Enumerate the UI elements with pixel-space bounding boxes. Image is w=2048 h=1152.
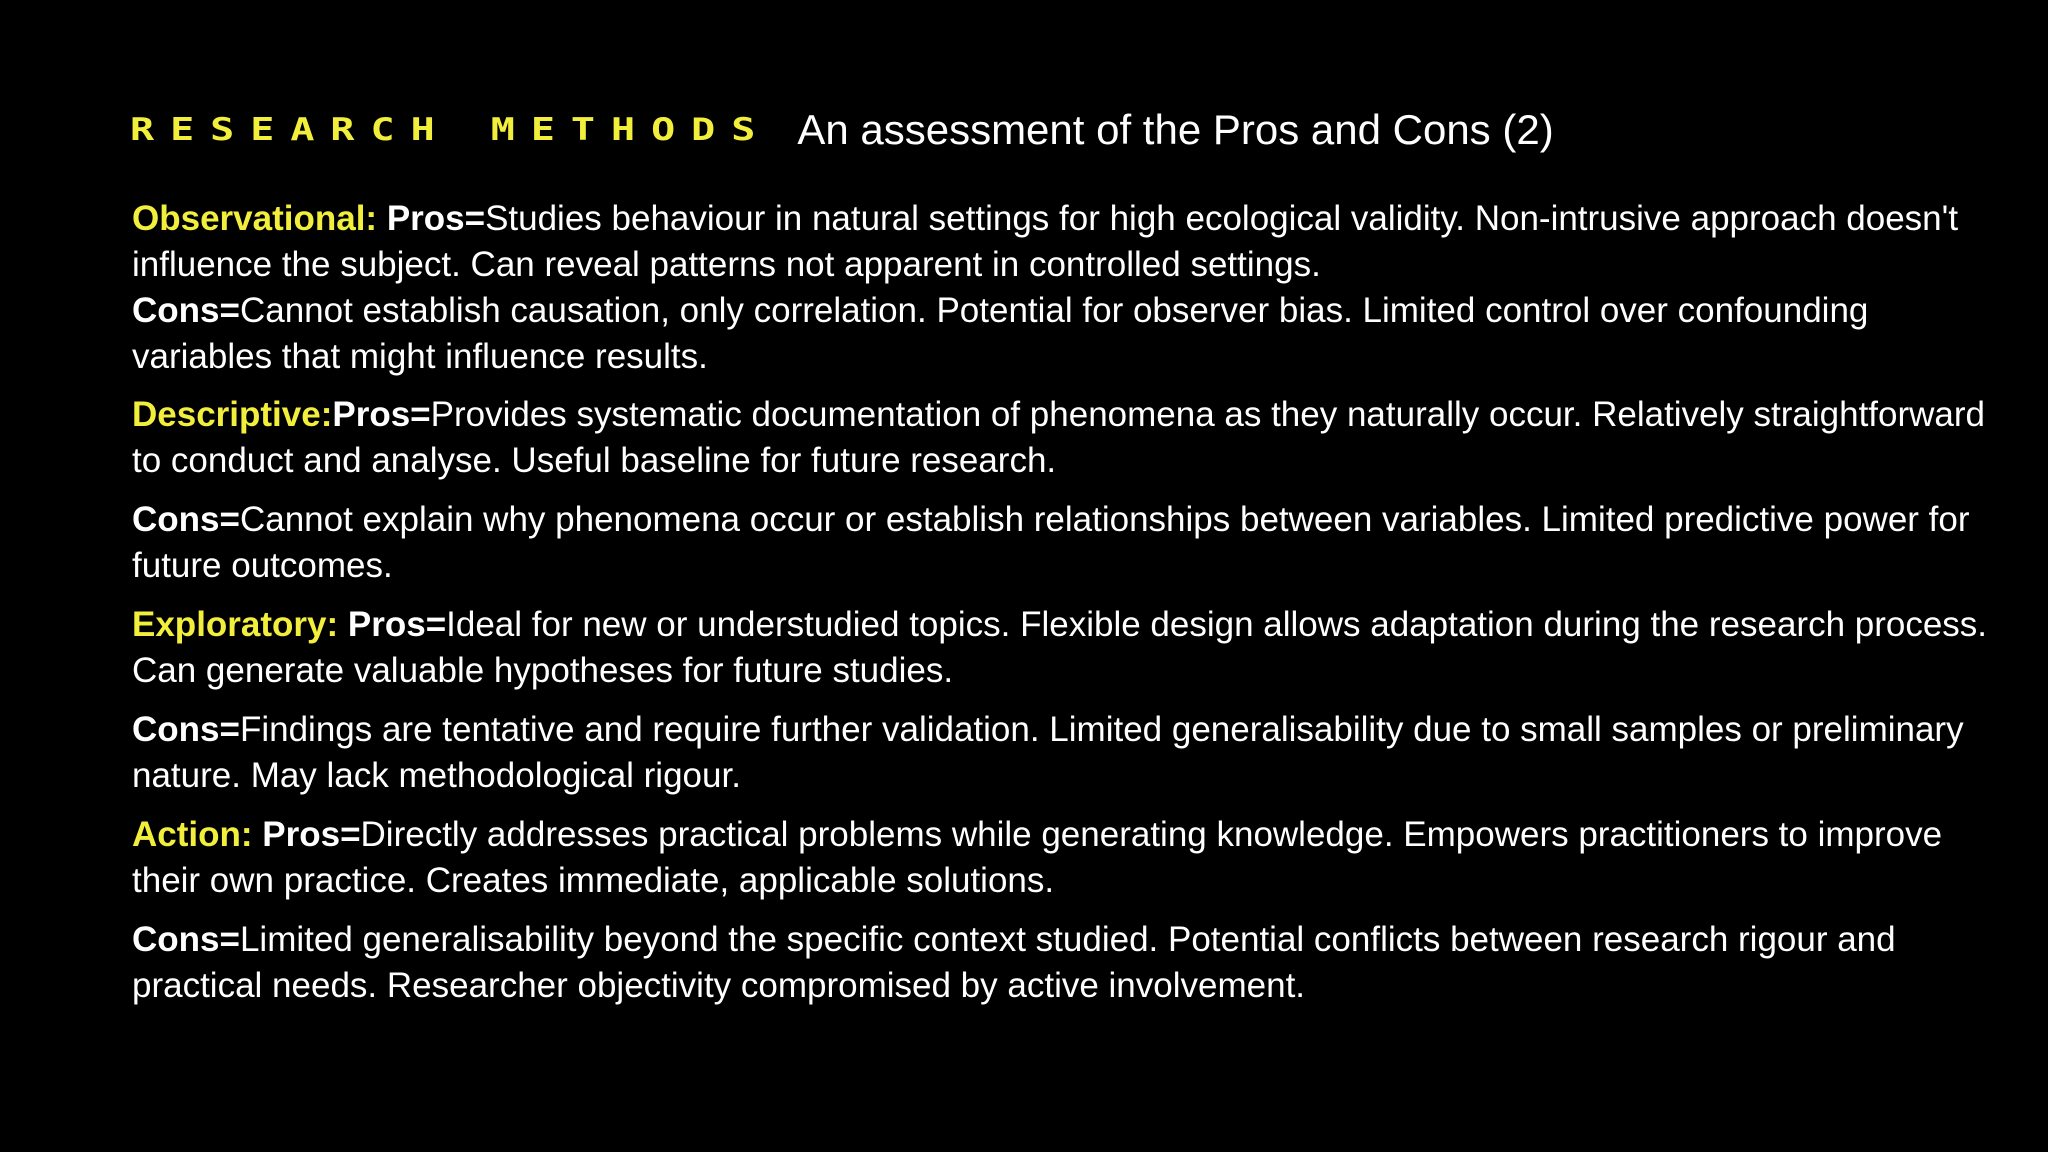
slide-subtitle: An assessment of the Pros and Cons (2) — [797, 106, 1554, 153]
slide-title: RESEARCH METHODS — [130, 112, 772, 148]
action-pros-text: Directly addresses practical problems while generating knowledge. Empowers practitioners to improve their own practice. Creates immediate, applicable solutions. — [132, 815, 1943, 900]
descriptive-pros-label: Pros= — [332, 395, 431, 434]
exploratory-cons-text: Findings are tentative and require further validation. Limited generalisability due to small samples or preliminary nature. May lack methodological rigour. — [132, 710, 1964, 795]
observational-cons-text: Cannot establish causation, only correlation. Potential for observer bias. Limited control over confounding variables that might influence results. — [132, 291, 1869, 376]
observational-pros-text: Studies behaviour in natural settings for high ecological validity. Non-intrusive approach doesn't influence the subject. Can reveal patterns not apparent in controlled settings. — [132, 199, 1959, 284]
descriptive-pros-text: Provides systematic documentation of phenomena as they naturally occur. Relatively straightforward to conduct and analyse. Useful baseline for future research. — [132, 395, 1986, 480]
action-cons-paragraph — [132, 917, 2012, 1009]
action-cons-text: Limited generalisability beyond the specific context studied. Potential conflicts between research rigour and practical needs. Researcher objectivity compromised by active involvement. — [132, 920, 1896, 1005]
descriptive-cons-paragraph — [132, 497, 2012, 589]
action-cons-label: Cons= — [132, 920, 240, 959]
observational-paragraph — [132, 196, 2012, 380]
action-pros-label: Pros= — [262, 815, 361, 854]
observational-heading: Observational: — [132, 199, 378, 238]
descriptive-pros-paragraph — [132, 392, 2012, 484]
descriptive-heading: Descriptive: — [132, 395, 333, 434]
action-pros-paragraph — [132, 812, 2012, 904]
exploratory-pros-paragraph — [132, 602, 2012, 694]
exploratory-heading: Exploratory: — [132, 605, 339, 644]
slide-body — [132, 196, 2012, 1022]
observational-cons-label: Cons= — [132, 291, 240, 330]
exploratory-pros-label: Pros= — [347, 605, 447, 644]
descriptive-cons-label: Cons= — [132, 500, 240, 539]
exploratory-cons-paragraph — [132, 707, 2012, 799]
exploratory-pros-text: Ideal for new or understudied topics. Flexible design allows adaptation during the research process. Can generate valuable hypotheses for future studies. — [132, 605, 1988, 690]
observational-pros-label: Pros= — [386, 199, 486, 238]
action-heading: Action: — [132, 815, 253, 854]
exploratory-cons-label: Cons= — [132, 710, 240, 749]
descriptive-cons-text: Cannot explain why phenomena occur or establish relationships between variables. Limited predictive power for future outcomes. — [132, 500, 1970, 585]
slide-header — [130, 100, 1554, 160]
